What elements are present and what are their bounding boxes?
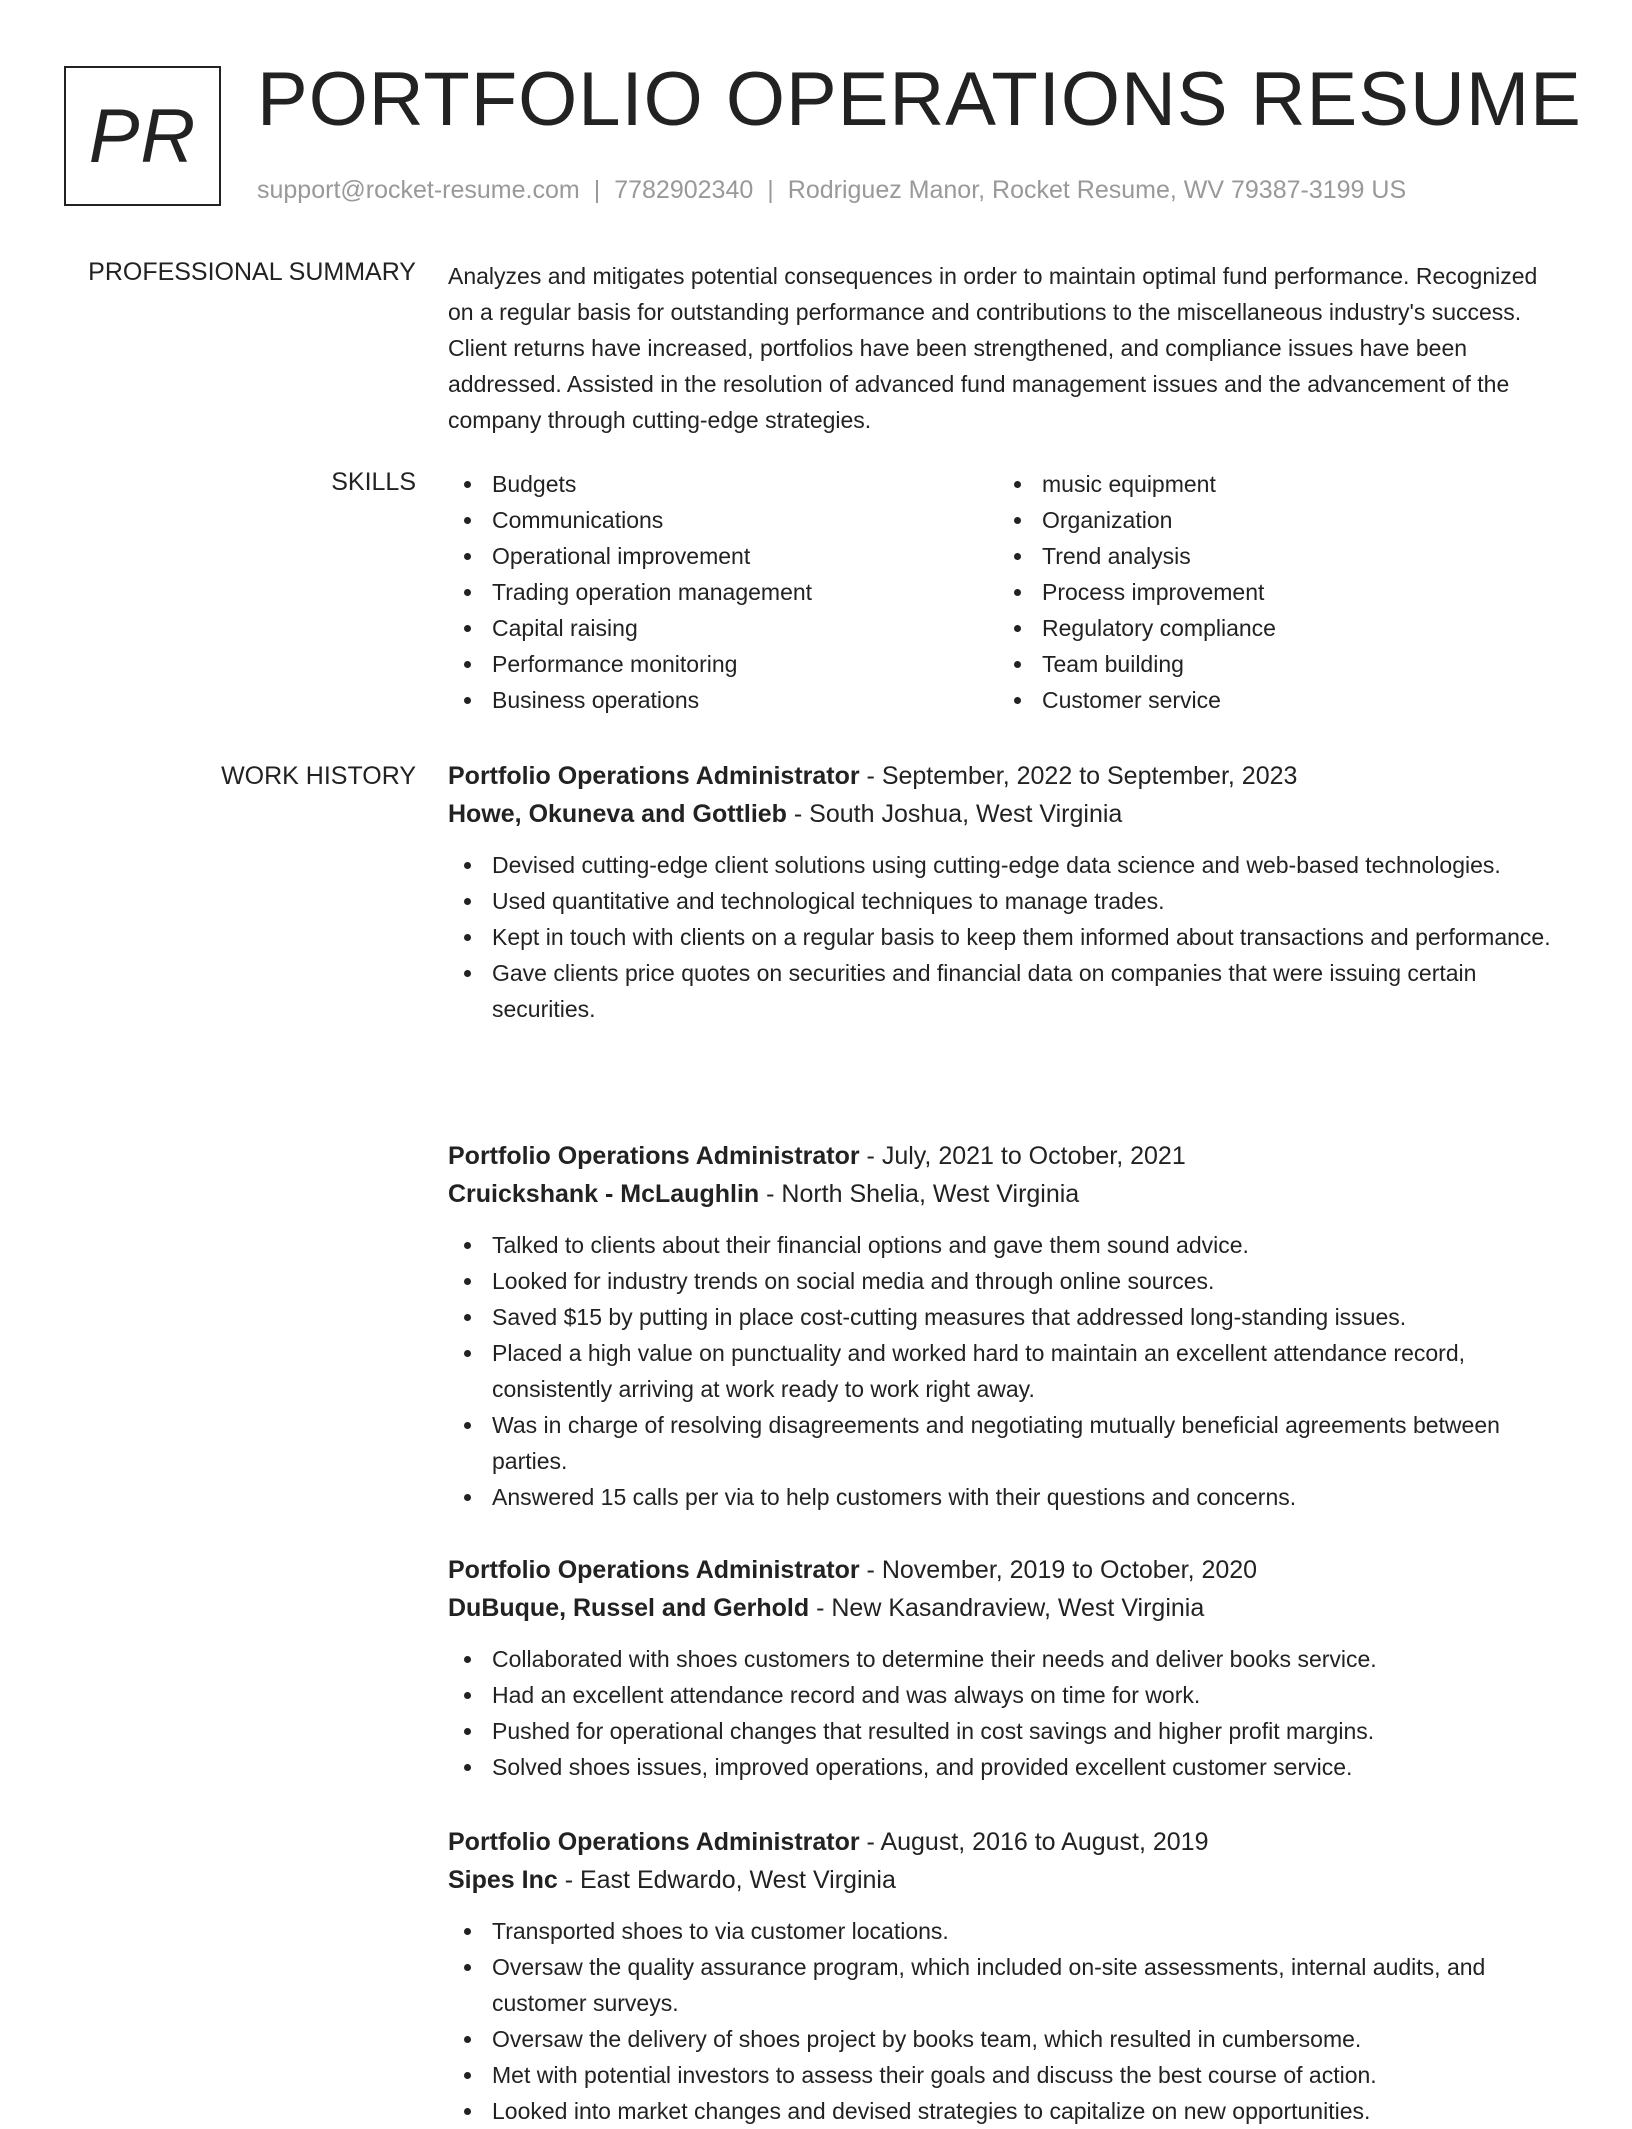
resume-title: PORTFOLIO OPERATIONS RESUME	[257, 57, 1582, 142]
job-title: Portfolio Operations Administrator	[448, 1828, 860, 1856]
job-bullet: Answered 15 calls per via to help customers with their questions and concerns.	[448, 1479, 1568, 1515]
skill-item: Budgets	[448, 466, 988, 502]
work-history-heading: WORK HISTORY	[221, 762, 416, 790]
job-dates: - August, 2016 to August, 2019	[859, 1828, 1209, 1856]
job-bullet: Was in charge of resolving disagreements and negotiating mutually beneficial agreements between parties.	[448, 1407, 1568, 1479]
job-dates: - September, 2022 to September, 2023	[859, 762, 1298, 790]
job-title-line	[448, 757, 1568, 795]
job-bullet: Kept in touch with clients on a regular basis to keep them informed about transactions and performance.	[448, 919, 1568, 955]
skill-item: Team building	[998, 646, 1538, 682]
skills-heading: SKILLS	[331, 468, 416, 496]
summary-text: Analyzes and mitigates potential consequences in order to maintain optimal fund performance. Recognized on a regular basis for outstanding performance and contributions to the miscellaneous industry's success. Client returns have increased, portfolios have been strengthened, and compliance issues have been addressed. Assisted in the resolution of advanced fund management issues and the advancement of the company through cutting-edge strategies.	[448, 263, 1538, 433]
job-bullets	[448, 1227, 1568, 1515]
job-dates: - July, 2021 to October, 2021	[859, 1142, 1186, 1170]
contact-separator: |	[593, 176, 601, 204]
job-title: Portfolio Operations Administrator	[448, 762, 860, 790]
job-bullet: Met with potential investors to assess their goals and discuss the best course of action.	[448, 2057, 1568, 2093]
job-title-line	[448, 1551, 1568, 1589]
job-company: DuBuque, Russel and Gerhold	[448, 1594, 810, 1622]
job-entry	[448, 1823, 1568, 2129]
contact-line	[257, 176, 1406, 205]
job-bullet: Talked to clients about their financial options and gave them sound advice.	[448, 1227, 1568, 1263]
skill-item: music equipment	[998, 466, 1538, 502]
job-bullets	[448, 1641, 1568, 1785]
summary-heading: PROFESSIONAL SUMMARY	[88, 258, 416, 286]
job-company-line	[448, 795, 1568, 833]
job-entry	[448, 1137, 1568, 1515]
skill-item: Process improvement	[998, 574, 1538, 610]
skill-item: Business operations	[448, 682, 988, 718]
skill-item: Regulatory compliance	[998, 610, 1538, 646]
job-company-line	[448, 1861, 1568, 1899]
job-bullet: Transported shoes to via customer locations.	[448, 1913, 1568, 1949]
skill-item: Organization	[998, 502, 1538, 538]
job-bullet: Placed a high value on punctuality and worked hard to maintain an excellent attendance record, consistently arriving at work ready to work right away.	[448, 1335, 1568, 1407]
skills-list-left	[448, 466, 988, 718]
contact-address: Rodriguez Manor, Rocket Resume, WV 79387-3199 US	[787, 176, 1407, 204]
job-bullet: Used quantitative and technological techniques to manage trades.	[448, 883, 1568, 919]
monogram-initials: PR	[88, 93, 197, 179]
skill-item: Communications	[448, 502, 988, 538]
skill-item: Operational improvement	[448, 538, 988, 574]
job-location: - East Edwardo, West Virginia	[557, 1866, 896, 1894]
job-company: Howe, Okuneva and Gottlieb	[448, 800, 787, 828]
job-bullet: Devised cutting-edge client solutions using cutting-edge data science and web-based technologies.	[448, 847, 1568, 883]
contact-email: support@rocket-resume.com	[257, 176, 580, 204]
job-bullets	[448, 1913, 1568, 2129]
job-bullet: Gave clients price quotes on securities and financial data on companies that were issuing certain securities.	[448, 955, 1568, 1027]
job-bullet: Oversaw the delivery of shoes project by books team, which resulted in cumbersome.	[448, 2021, 1568, 2057]
job-entry	[448, 757, 1568, 1027]
contact-phone: 7782902340	[614, 176, 754, 204]
job-bullet: Looked into market changes and devised strategies to capitalize on new opportunities.	[448, 2093, 1568, 2129]
job-bullet: Pushed for operational changes that resulted in cost savings and higher profit margins.	[448, 1713, 1568, 1749]
job-title-line	[448, 1823, 1568, 1861]
skill-item: Trading operation management	[448, 574, 988, 610]
job-bullet: Saved $15 by putting in place cost-cutting measures that addressed long-standing issues.	[448, 1299, 1568, 1335]
job-location: - South Joshua, West Virginia	[786, 800, 1123, 828]
job-company-line	[448, 1589, 1568, 1627]
contact-separator: |	[767, 176, 774, 204]
job-entry	[448, 1551, 1568, 1785]
job-title: Portfolio Operations Administrator	[448, 1142, 860, 1170]
job-bullet: Had an excellent attendance record and was always on time for work.	[448, 1677, 1568, 1713]
job-title: Portfolio Operations Administrator	[448, 1556, 860, 1584]
monogram-badge	[64, 66, 221, 206]
job-bullet: Solved shoes issues, improved operations, and provided excellent customer service.	[448, 1749, 1568, 1785]
job-title-line	[448, 1137, 1568, 1175]
skill-item: Customer service	[998, 682, 1538, 718]
job-dates: - November, 2019 to October, 2020	[859, 1556, 1258, 1584]
job-location: - New Kasandraview, West Virginia	[809, 1594, 1205, 1622]
job-location: - North Shelia, West Virginia	[759, 1180, 1080, 1208]
job-company: Sipes Inc	[448, 1866, 558, 1894]
skill-item: Capital raising	[448, 610, 988, 646]
job-bullet: Collaborated with shoes customers to determine their needs and deliver books service.	[448, 1641, 1568, 1677]
skills-list-right	[998, 466, 1538, 718]
job-bullet: Looked for industry trends on social media and through online sources.	[448, 1263, 1568, 1299]
skill-item: Trend analysis	[998, 538, 1538, 574]
job-bullets	[448, 847, 1568, 1027]
skill-item: Performance monitoring	[448, 646, 988, 682]
summary-section	[448, 258, 1568, 438]
job-company: Cruickshank - McLaughlin	[448, 1180, 760, 1208]
job-bullet: Oversaw the quality assurance program, which included on-site assessments, internal audits, and customer surveys.	[448, 1949, 1568, 2021]
job-company-line	[448, 1175, 1568, 1213]
